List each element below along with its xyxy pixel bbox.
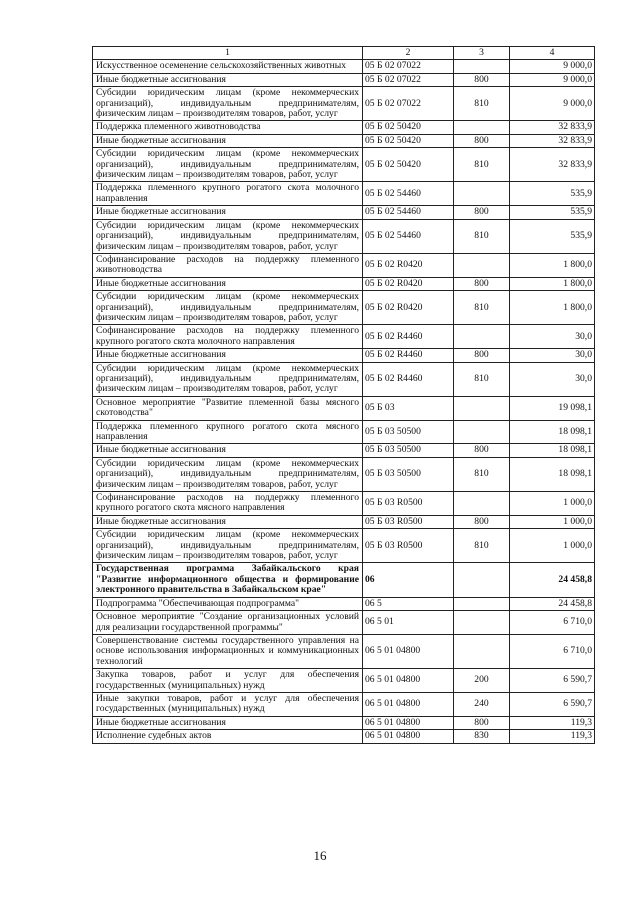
row-expense-type: 240 bbox=[454, 692, 510, 716]
row-description: Иные закупки товаров, работ и услуг для обеспечения государственных (муниципальных) нужд bbox=[93, 692, 363, 716]
table-row bbox=[93, 563, 595, 597]
row-amount: 30,0 bbox=[510, 349, 595, 362]
row-code: 05 Б 02 R4460 bbox=[363, 362, 454, 396]
row-description: Субсидии юридическим лицам (кроме некоммерческих организаций), индивидуальным предпринимателям, физическим лицам – производителям товаров, работ, услуг bbox=[93, 291, 363, 325]
row-amount: 32 833,9 bbox=[510, 134, 595, 147]
row-description: Государственная программа Забайкальского края "Развитие информационного общества и формирование электронного правительства в Забайкальском крае" bbox=[93, 563, 363, 597]
table-row bbox=[93, 182, 595, 206]
table-row bbox=[93, 325, 595, 349]
row-amount: 6 710,0 bbox=[510, 611, 595, 635]
row-expense-type bbox=[454, 597, 510, 610]
row-code: 05 Б 02 R0420 bbox=[363, 277, 454, 290]
row-expense-type: 200 bbox=[454, 669, 510, 693]
page-number: 16 bbox=[313, 848, 327, 863]
row-description: Поддержка племенного крупного рогатого скота молочного направления bbox=[93, 182, 363, 206]
row-amount: 32 833,9 bbox=[510, 121, 595, 134]
row-description: Поддержка племенного крупного рогатого скота мясного направления bbox=[93, 420, 363, 444]
row-code: 05 Б 03 R0500 bbox=[363, 515, 454, 528]
row-amount: 9 000,0 bbox=[510, 87, 595, 121]
row-code: 05 Б 02 R0420 bbox=[363, 291, 454, 325]
row-expense-type bbox=[454, 325, 510, 349]
table-row bbox=[93, 669, 595, 693]
header-col-1: 1 bbox=[93, 47, 363, 60]
table-row bbox=[93, 396, 595, 420]
table-row bbox=[93, 716, 595, 729]
row-amount: 24 458,8 bbox=[510, 597, 595, 610]
table-row bbox=[93, 692, 595, 716]
row-expense-type bbox=[454, 396, 510, 420]
row-description: Субсидии юридическим лицам (кроме некоммерческих организаций), индивидуальным предпринимателям, физическим лицам – производителям товаров, работ, услуг bbox=[93, 148, 363, 182]
table-row bbox=[93, 219, 595, 253]
table-header-row bbox=[93, 47, 595, 60]
row-description: Исполнение судебных актов bbox=[93, 730, 363, 743]
row-expense-type: 800 bbox=[454, 134, 510, 147]
row-amount: 119,3 bbox=[510, 716, 595, 729]
row-description: Иные бюджетные ассигнования bbox=[93, 349, 363, 362]
row-expense-type bbox=[454, 611, 510, 635]
row-code: 06 5 01 04800 bbox=[363, 692, 454, 716]
row-expense-type: 810 bbox=[454, 148, 510, 182]
row-code: 05 Б 02 54460 bbox=[363, 182, 454, 206]
row-amount: 1 800,0 bbox=[510, 277, 595, 290]
row-description: Совершенствование системы государственного управления на основе использования информационных и коммуникационных технологий bbox=[93, 634, 363, 668]
table-row bbox=[93, 515, 595, 528]
row-description: Основное мероприятие "Развитие племенной базы мясного скотоводства" bbox=[93, 396, 363, 420]
row-description: Субсидии юридическим лицам (кроме некоммерческих организаций), индивидуальным предпринимателям, физическим лицам – производителям товаров, работ, услуг bbox=[93, 87, 363, 121]
row-amount: 6 590,7 bbox=[510, 669, 595, 693]
row-description: Иные бюджетные ассигнования bbox=[93, 73, 363, 86]
table-row bbox=[93, 362, 595, 396]
row-code: 05 Б 02 07022 bbox=[363, 87, 454, 121]
row-description: Подпрограмма "Обеспечивающая подпрограмма" bbox=[93, 597, 363, 610]
row-code: 05 Б 02 50420 bbox=[363, 148, 454, 182]
row-expense-type: 810 bbox=[454, 362, 510, 396]
row-description: Закупка товаров, работ и услуг для обеспечения государственных (муниципальных) нужд bbox=[93, 669, 363, 693]
row-amount: 535,9 bbox=[510, 206, 595, 219]
row-expense-type: 800 bbox=[454, 73, 510, 86]
row-description: Основное мероприятие "Создание организационных условий для реализации государственной программы" bbox=[93, 611, 363, 635]
table-row bbox=[93, 148, 595, 182]
row-amount: 9 000,0 bbox=[510, 60, 595, 73]
row-amount: 6 710,0 bbox=[510, 634, 595, 668]
row-expense-type bbox=[454, 182, 510, 206]
table-row bbox=[93, 206, 595, 219]
row-expense-type bbox=[454, 253, 510, 277]
row-expense-type bbox=[454, 420, 510, 444]
row-expense-type: 800 bbox=[454, 515, 510, 528]
row-code: 05 Б 02 R4460 bbox=[363, 325, 454, 349]
row-amount: 30,0 bbox=[510, 325, 595, 349]
row-code: 05 Б 02 R0420 bbox=[363, 253, 454, 277]
row-expense-type bbox=[454, 563, 510, 597]
row-expense-type: 810 bbox=[454, 87, 510, 121]
table-row bbox=[93, 634, 595, 668]
row-code: 06 bbox=[363, 563, 454, 597]
row-description: Субсидии юридическим лицам (кроме некоммерческих организаций), индивидуальным предпринимателям, физическим лицам – производителям товаров, работ, услуг bbox=[93, 219, 363, 253]
row-code: 05 Б 03 R0500 bbox=[363, 492, 454, 516]
row-amount: 30,0 bbox=[510, 362, 595, 396]
table-row bbox=[93, 291, 595, 325]
row-code: 06 5 01 04800 bbox=[363, 634, 454, 668]
row-amount: 1 000,0 bbox=[510, 529, 595, 563]
header-col-2: 2 bbox=[363, 47, 454, 60]
table-row bbox=[93, 277, 595, 290]
document-page bbox=[92, 46, 594, 744]
table-row bbox=[93, 134, 595, 147]
row-expense-type bbox=[454, 121, 510, 134]
row-code: 06 5 01 04800 bbox=[363, 716, 454, 729]
header-col-3: 3 bbox=[454, 47, 510, 60]
row-amount: 9 000,0 bbox=[510, 73, 595, 86]
row-expense-type: 800 bbox=[454, 716, 510, 729]
row-description: Субсидии юридическим лицам (кроме некоммерческих организаций), индивидуальным предпринимателям, физическим лицам – производителям товаров, работ, услуг bbox=[93, 362, 363, 396]
table-row bbox=[93, 730, 595, 743]
row-code: 05 Б 03 50500 bbox=[363, 444, 454, 457]
table-row bbox=[93, 73, 595, 86]
row-amount: 32 833,9 bbox=[510, 148, 595, 182]
row-description: Иные бюджетные ассигнования bbox=[93, 716, 363, 729]
row-amount: 19 098,1 bbox=[510, 396, 595, 420]
table-row bbox=[93, 457, 595, 491]
row-amount: 535,9 bbox=[510, 219, 595, 253]
row-code: 05 Б 02 50420 bbox=[363, 134, 454, 147]
row-code: 05 Б 03 50500 bbox=[363, 457, 454, 491]
row-description: Софинансирование расходов на поддержку племенного крупного рогатого скота мясного направления bbox=[93, 492, 363, 516]
row-description: Иные бюджетные ассигнования bbox=[93, 515, 363, 528]
row-amount: 119,3 bbox=[510, 730, 595, 743]
row-code: 05 Б 02 R4460 bbox=[363, 349, 454, 362]
row-amount: 6 590,7 bbox=[510, 692, 595, 716]
table-row bbox=[93, 444, 595, 457]
row-description: Иные бюджетные ассигнования bbox=[93, 206, 363, 219]
table-row bbox=[93, 492, 595, 516]
row-description: Субсидии юридическим лицам (кроме некоммерческих организаций), индивидуальным предпринимателям, физическим лицам – производителям товаров, работ, услуг bbox=[93, 529, 363, 563]
row-expense-type: 800 bbox=[454, 349, 510, 362]
row-description: Субсидии юридическим лицам (кроме некоммерческих организаций), индивидуальным предпринимателям, физическим лицам – производителям товаров, работ, услуг bbox=[93, 457, 363, 491]
row-code: 05 Б 02 54460 bbox=[363, 206, 454, 219]
table-row bbox=[93, 87, 595, 121]
row-code: 05 Б 03 bbox=[363, 396, 454, 420]
table-row bbox=[93, 253, 595, 277]
budget-table bbox=[92, 46, 595, 744]
row-amount: 535,9 bbox=[510, 182, 595, 206]
row-code: 06 5 01 bbox=[363, 611, 454, 635]
row-expense-type: 800 bbox=[454, 444, 510, 457]
row-description: Иные бюджетные ассигнования bbox=[93, 134, 363, 147]
row-amount: 1 000,0 bbox=[510, 492, 595, 516]
row-code: 05 Б 02 07022 bbox=[363, 60, 454, 73]
row-amount: 1 000,0 bbox=[510, 515, 595, 528]
row-expense-type bbox=[454, 634, 510, 668]
row-code: 06 5 bbox=[363, 597, 454, 610]
row-code: 05 Б 02 07022 bbox=[363, 73, 454, 86]
table-row bbox=[93, 420, 595, 444]
table-row bbox=[93, 60, 595, 73]
row-code: 05 Б 02 54460 bbox=[363, 219, 454, 253]
row-code: 06 5 01 04800 bbox=[363, 730, 454, 743]
row-code: 05 Б 02 50420 bbox=[363, 121, 454, 134]
row-expense-type: 810 bbox=[454, 219, 510, 253]
row-amount: 24 458,8 bbox=[510, 563, 595, 597]
row-expense-type: 810 bbox=[454, 291, 510, 325]
header-col-4: 4 bbox=[510, 47, 595, 60]
row-amount: 18 098,1 bbox=[510, 420, 595, 444]
row-amount: 18 098,1 bbox=[510, 444, 595, 457]
row-amount: 18 098,1 bbox=[510, 457, 595, 491]
table-row bbox=[93, 121, 595, 134]
row-expense-type: 830 bbox=[454, 730, 510, 743]
row-expense-type: 800 bbox=[454, 277, 510, 290]
row-description: Искусственное осеменение сельскохозяйственных животных bbox=[93, 60, 363, 73]
table-row bbox=[93, 529, 595, 563]
row-expense-type: 800 bbox=[454, 206, 510, 219]
row-description: Софинансирование расходов на поддержку племенного крупного рогатого скота молочного направления bbox=[93, 325, 363, 349]
row-code: 05 Б 03 R0500 bbox=[363, 529, 454, 563]
row-description: Софинансирование расходов на поддержку племенного животноводства bbox=[93, 253, 363, 277]
row-description: Поддержка племенного животноводства bbox=[93, 121, 363, 134]
row-code: 06 5 01 04800 bbox=[363, 669, 454, 693]
row-expense-type bbox=[454, 60, 510, 73]
row-code: 05 Б 03 50500 bbox=[363, 420, 454, 444]
row-description: Иные бюджетные ассигнования bbox=[93, 444, 363, 457]
row-description: Иные бюджетные ассигнования bbox=[93, 277, 363, 290]
table-row bbox=[93, 597, 595, 610]
table-body bbox=[93, 60, 595, 743]
row-expense-type: 810 bbox=[454, 529, 510, 563]
row-expense-type: 810 bbox=[454, 457, 510, 491]
table-row bbox=[93, 349, 595, 362]
table-row bbox=[93, 611, 595, 635]
row-amount: 1 800,0 bbox=[510, 253, 595, 277]
row-expense-type bbox=[454, 492, 510, 516]
row-amount: 1 800,0 bbox=[510, 291, 595, 325]
